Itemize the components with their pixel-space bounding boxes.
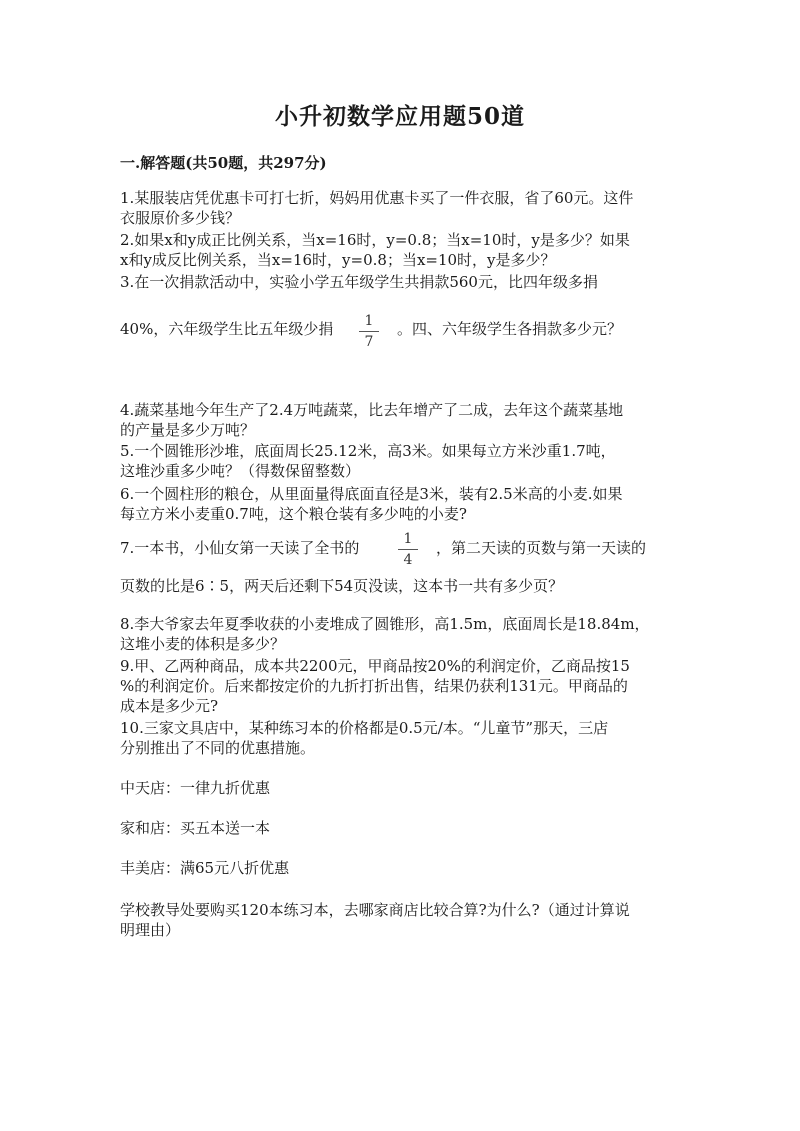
question-2-line-2: x和y成反比例关系，当x=16时，y=0.8；当x=10时，y是多少？ <box>120 251 556 269</box>
question-8-line-1: 8.李大爷家去年夏季收获的小麦堆成了圆锥形，高1.5m，底面周长是18.84m， <box>120 615 650 633</box>
question-1-line-2: 衣服原价多少钱？ <box>120 209 241 227</box>
fraction-one-quarter <box>398 531 418 568</box>
fraction-numerator: 1 <box>359 313 379 332</box>
shop-jiahe: 家和店：买五本送一本 <box>120 819 271 837</box>
question-10-line-2: 分别推出了不同的优惠措施。 <box>120 739 316 757</box>
question-1-line-1: 1.某服装店凭优惠卡可打七折，妈妈用优惠卡买了一件衣服，省了60元。这件 <box>120 189 634 207</box>
question-4-line-1: 4.蔬菜基地今年生产了2.4万吨蔬菜，比去年增产了二成，去年这个蔬菜基地 <box>120 401 624 419</box>
question-3-line-1: 3.在一次捐款活动中，实验小学五年级学生共捐款560元，比四年级多捐 <box>120 273 598 291</box>
question-3-line-2a: 40%，六年级学生比五年级少捐 <box>120 320 334 338</box>
question-10-line-1: 10.三家文具店中，某种练习本的价格都是0.5元/本。“儿童节”那天，三店 <box>120 719 609 737</box>
question-4-line-2: 的产量是多少万吨？ <box>120 421 256 439</box>
question-7-line-1a: 7.一本书，小仙女第一天读了全书的 <box>120 539 360 557</box>
question-8-line-2: 这堆小麦的体积是多少？ <box>120 635 286 653</box>
question-6-line-2: 每立方米小麦重0.7吨，这个粮仓装有多少吨的小麦? <box>120 505 467 523</box>
shop-zhongtian: 中天店：一律九折优惠 <box>120 779 271 797</box>
shop-fengmei: 丰美店：满65元八折优惠 <box>120 859 290 877</box>
question-2-line-1: 2.如果x和y成正比例关系，当x=16时，y=0.8；当x=10时，y是多少？如果 <box>120 231 630 249</box>
question-7-line-2: 页数的比是6∶5，两天后还剩下54页没读，这本书一共有多少页？ <box>120 577 564 595</box>
fraction-denominator: 7 <box>364 334 374 350</box>
fraction-numerator: 1 <box>398 531 418 550</box>
question-10-ask-line-2: 明理由） <box>120 921 181 939</box>
question-9-line-3: 成本是多少元? <box>120 697 219 715</box>
question-5-line-1: 5.一个圆锥形沙堆，底面周长25.12米，高3米。如果每立方米沙重1.7吨， <box>120 442 616 460</box>
question-6-line-1: 6.一个圆柱形的粮仓，从里面量得底面直径是3米，装有2.5米高的小麦.如果 <box>120 485 623 503</box>
question-10-ask-line-1: 学校教导处要购买120本练习本，去哪家商店比较合算?为什么?（通过计算说 <box>120 901 630 919</box>
fraction-one-seventh <box>359 313 379 350</box>
question-7-line-1b: ，第二天读的页数与第一天读的 <box>436 539 647 557</box>
question-5-line-2: 这堆沙重多少吨？（得数保留整数） <box>120 462 361 480</box>
question-9-line-1: 9.甲、乙两种商品，成本共2200元，甲商品按20%的利润定价，乙商品按15 <box>120 657 630 675</box>
section-heading: 一.解答题(共50题，共297分) <box>120 154 327 172</box>
question-3-line-2b: 。四、六年级学生各捐款多少元？ <box>397 320 623 338</box>
question-9-line-2: %的利润定价。后来都按定价的九折打折出售，结果仍获利131元。甲商品的 <box>120 677 628 695</box>
fraction-denominator: 4 <box>403 552 413 568</box>
page-title: 小升初数学应用题50道 <box>274 103 525 130</box>
